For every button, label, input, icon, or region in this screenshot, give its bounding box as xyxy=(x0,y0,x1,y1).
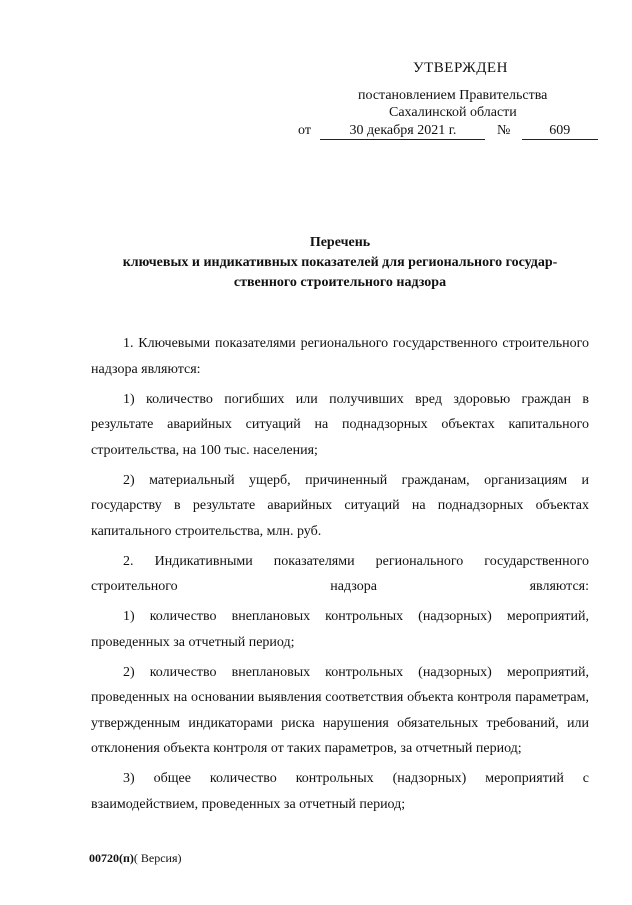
paragraph-indicative-indicator-2: 2) количество внеплановых контрольных (надзорных) мероприятий, проведенных на основании выявления соответствия объекта контроля параметрам, утвержденным индикаторами риска нарушения обязательных требований, или отклонения объекта контроля от таких параметров, за отчетный период; xyxy=(91,664,589,756)
approval-number-label: № xyxy=(496,123,511,138)
paragraph-key-indicator-1: 1) количество погибших или получивших вред здоровью граждан в результате аварийных ситуаций на поднадзорных объектах капитального строительства, на 100 тыс. населения; xyxy=(91,391,589,458)
approval-region-line: Сахалинской области xyxy=(389,105,517,120)
document-title-line1: Перечень xyxy=(309,235,371,250)
paragraph-indicative-indicator-1: 1) количество внеплановых контрольных (надзорных) мероприятий, проведенных за отчетный период; xyxy=(91,609,589,650)
document-title xyxy=(90,233,590,293)
paragraph-key-indicators: 1. Ключевыми показателями регионального государственного строительного надзора являются: xyxy=(91,336,589,377)
approval-number: 609 xyxy=(522,122,598,140)
approval-date: 30 декабря 2021 г. xyxy=(320,122,485,140)
paragraph-indicative-indicator-3: 3) общее количество контрольных (надзорных) мероприятий с взаимодействием, проведенных за отчетный период; xyxy=(91,771,589,812)
document-title-line2: ключевых и индикативных показателей для регионального государ- xyxy=(122,255,558,270)
approval-from-label: от xyxy=(298,123,311,138)
approval-date-number-line xyxy=(298,122,598,140)
document-title-line3: ственного строительного надзора xyxy=(233,275,447,290)
footer-version: ( Версия) xyxy=(133,851,182,865)
approval-title: УТВЕРЖДЕН xyxy=(413,60,508,76)
approval-issuer-line: постановлением Правительства xyxy=(358,88,548,103)
paragraph-key-indicator-2: 2) материальный ущерб, причиненный гражданам, организациям и государству в результате аварийных ситуаций на поднадзорных объектах капитального строительства, млн. руб. xyxy=(91,472,589,539)
footer-code: 00720(п) xyxy=(89,851,134,865)
paragraph-indicative-indicators: 2. Индикативными показателями регионального государственного строительного надзора являются: xyxy=(91,553,589,594)
footer-document-code xyxy=(89,851,182,866)
document-body xyxy=(91,331,589,822)
